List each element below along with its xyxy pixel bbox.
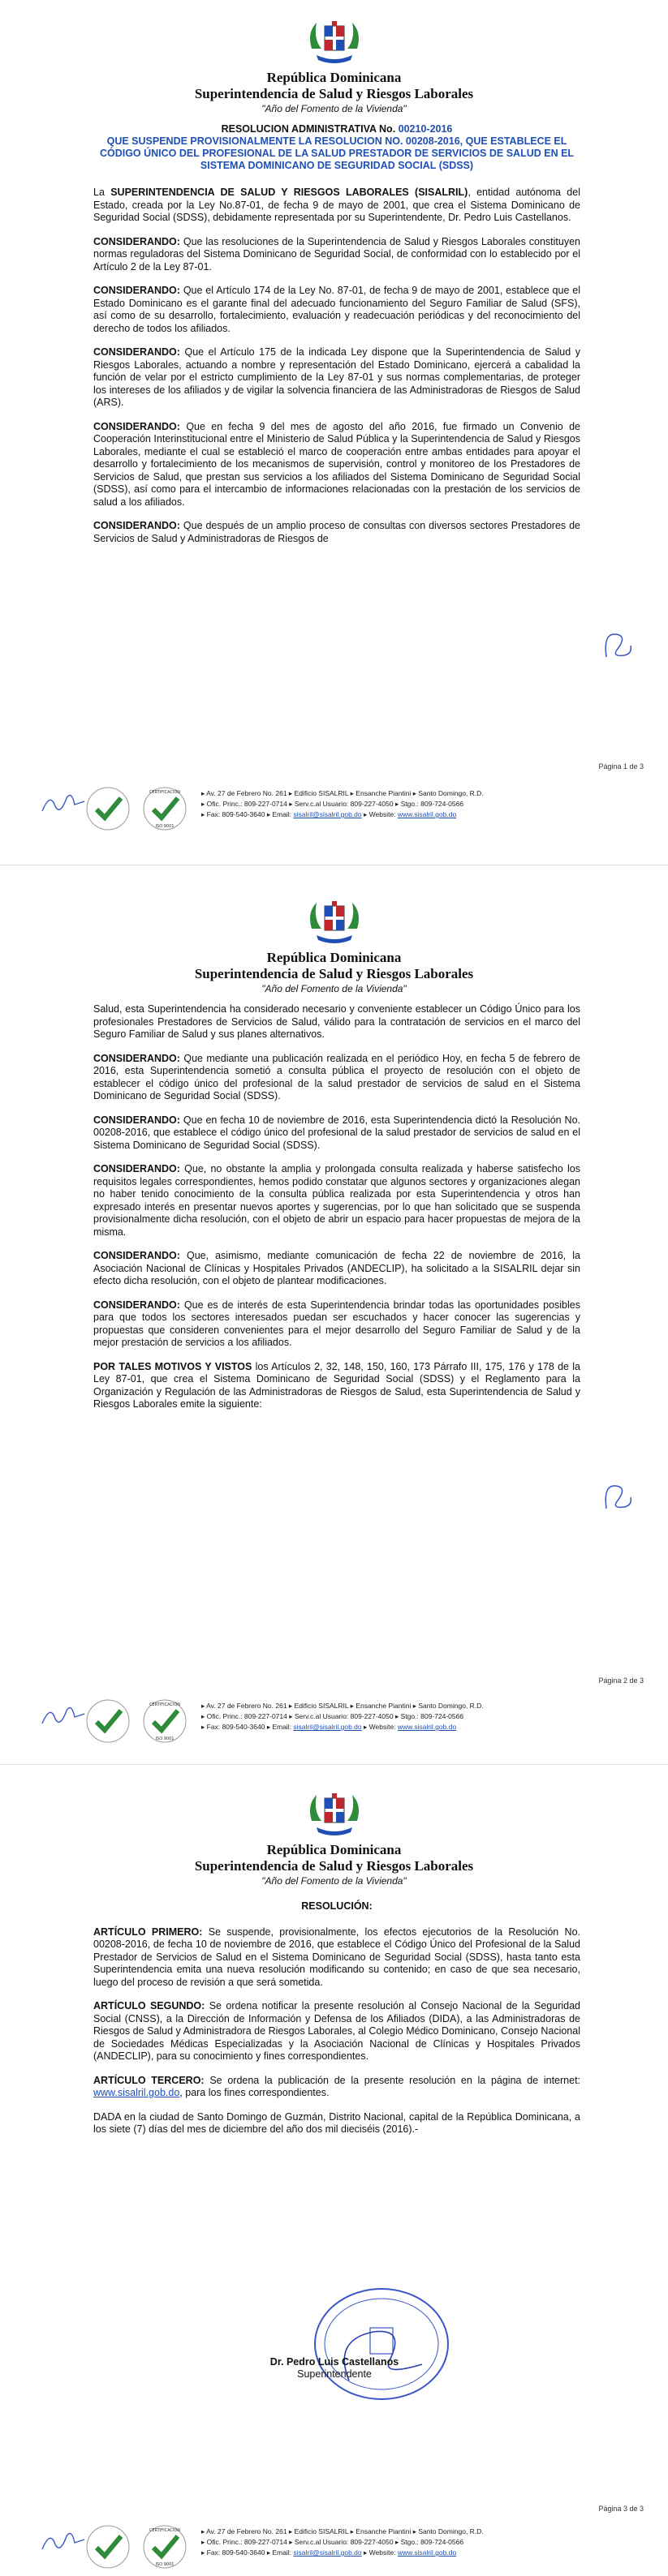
header-motto: "Año del Fomento de la Vivienda" [261,1875,407,1887]
handwritten-initials-icon [39,2525,88,2557]
header-motto: "Año del Fomento de la Vivienda" [261,983,407,994]
resolution-number: 00210-2016 [398,123,453,135]
header-country: República Dominicana [266,70,402,85]
vistos-paragraph: POR TALES MOTIVOS Y VISTOS los Artículos 2, 32, 148, 150, 160, 173 Párrafo III, 175, 176 y 178 de la Ley 87-01, que crea el Sistema Dominicano de Seguridad Social (SDSS) y el Reglamento para la Organización y Regulación de las Administradoras de Riesgos de Salud, esta Superintendencia de Salud y Riesgos Laborales emite la siguiente: [93,1360,581,1410]
resolution-label: RESOLUCIÓN: [301,1900,373,1912]
article-3: ARTÍCULO TERCERO: Se ordena la publicación de la presente resolución en la página de internet: www.sisalril.gob.do, para los fines correspondientes. [93,2074,581,2098]
svg-text:ISO 9001: ISO 9001 [155,2562,175,2567]
resolution-prefix: RESOLUCION ADMINISTRATIVA No. [221,123,396,135]
page-3 [0,1772,668,2576]
considerando-6: CONSIDERANDO: Que mediante una publicación realizada en el periódico Hoy, en fecha 5 de febrero de 2016, esta Superintendencia sometió a consulta pública el proyecto de resolución con el objeto de establecer el código único del profesional de la salud prestador de servicios de salud en el Sistema Dominicano de Seguridad Social (SDSS). [93,1052,580,1101]
page-3-body [93,1892,580,2148]
considerando-1: CONSIDERANDO: Que las resoluciones de la Superintendencia de Salud y Riesgos Laborales constituyen normas reguladoras del Sistema Dominicano de Seguridad Social, de conformidad con lo establecido por el Artículo 2 de la Ley 87-01. [93,235,580,273]
header-agency: Superintendencia de Salud y Riesgos Laborales [194,1858,474,1874]
considerando-4: CONSIDERANDO: Que en fecha 9 del mes de agosto del año 2016, fue firmado un Convenio de Cooperación Interinstitucional entre el Ministerio de Salud Pública y la Superintendencia de Salud y Riesgos Laborales, mediante el cual se estableció el marco de cooperación entre ambas entidades para apoyar el desarrollo y fortalecimiento de los mecanismos de supervisión, control y monitoreo de los Prestadores de Servicios de Salud, que prestan sus servicios a los afiliados del Sistema Dominicano de Seguridad Social (SDSS), así como para el intercambio de informaciones relacionadas con la prestación de los servicios de salud a los afiliados. [93,420,580,508]
considerando-9: CONSIDERANDO: Que, asimismo, mediante comunicación de fecha 22 de noviembre de 2016, la Asociación Nacional de Clínicas y Hospitales Privados (ANDECLIP), ha solicitado a la SISALRIL dejar sin efecto dicha resolución, con el objeto de plantear modificaciones. [93,1250,580,1286]
header-country: República Dominicana [266,950,402,965]
initials-signature-icon [600,1476,637,1517]
svg-text:ISO 9001: ISO 9001 [155,1737,175,1741]
coat-of-arms-icon [305,896,364,948]
official-seal-icon [300,2283,463,2405]
coat-of-arms-icon [305,1788,364,1840]
svg-text:CERTIFICACIÓN: CERTIFICACIÓN [149,2528,181,2533]
header-country: República Dominicana [266,1842,402,1857]
footer-website-link[interactable]: www.sisalril.gob.do [397,810,457,818]
page-number: Página 2 de 3 [598,1677,644,1685]
page-1 [0,0,668,852]
page-1-body [93,123,580,556]
footer-contact: ▸ Av. 27 de Febrero No. 261 ▸ Edificio SISALRIL ▸ Ensanche Piantini ▸ Santo Domingo, R.D. ▸ Ofic. Princ.: 809-227-0714 ▸ Serv.c.al Usuario: 809-227-4050 ▸ Stgo.: 809-724-0566 ▸ Fax: 809-540-3640 ▸ Email: sisalril@sisalril.gob.do ▸ Website: www.sisalril.gob.do [201,2527,484,2557]
page-number: Página 1 de 3 [598,762,644,771]
footer-contact: ▸ Av. 27 de Febrero No. 261 ▸ Edificio SISALRIL ▸ Ensanche Piantini ▸ Santo Domingo, R.D. ▸ Ofic. Princ.: 809-227-0714 ▸ Serv.c.al Usuario: 809-227-4050 ▸ Stgo.: 809-724-0566 ▸ Fax: 809-540-3640 ▸ Email: sisalril@sisalril.gob.do ▸ Website: www.sisalril.gob.do [201,789,484,818]
sisalril-website-link[interactable]: www.sisalril.gob.do [93,2087,180,2098]
letterhead [0,1788,668,1887]
considerando-7: CONSIDERANDO: Que en fecha 10 de noviembre de 2016, esta Superintendencia dictó la Resolución No. 00208-2016, que establece el código único del profesional de la salud prestador de servicios de salud en el Sistema Dominicano de Seguridad Social (SDSS). [93,1114,580,1151]
svg-text:CERTIFICACIÓN: CERTIFICACIÓN [149,790,181,795]
signer-title: Superintendente [297,2368,372,2380]
article-2: ARTÍCULO SEGUNDO: Se ordena notificar la presente resolución al Consejo Nacional de la Seguridad Social (CNSS), a la Dirección de Información y Defensa de los Afiliados (DIDA), a las Administradoras de Riesgos de Salud y Administradora de Riesgos Laborales, al Colegio Médico Dominicano, Consejo Nacional de Sociedades Médicas Especializadas y la Asociación Nacional de Clínicas y Hospitales Privados (ANDECLIP), para su conocimiento y fines correspondientes. [93,2000,581,2062]
footer-email-link[interactable]: sisalril@sisalril.gob.do [293,810,362,818]
svg-text:CERTIFICACIÓN: CERTIFICACIÓN [149,1702,181,1707]
resolution-heading [93,123,580,135]
signature-block [253,2356,416,2381]
footer [0,1691,668,1748]
considerando-8: CONSIDERANDO: Que, no obstante la amplia y prolongada consulta realizada y haberse satisfecho los requisitos legales correspondientes, hemos podido constatar que algunos sectores y organizaciones alegan no haber tenido conocimiento de la consulta pública realizada por esta Superintendencia y otros han expresado interés en presentar nuevos aportes y sugerencias, por lo que han solicitado que se suspenda provisionalmente dicha resolución, con el objeto de abrir un espacio para hacer propuestas de mejora de la misma. [93,1163,580,1238]
page-2 [0,880,668,1760]
page-divider [0,1764,668,1765]
handwritten-initials-icon [39,787,88,819]
signer-name: Dr. Pedro Luis Castellanos [269,2356,399,2368]
footer-website-link[interactable]: www.sisalril.gob.do [397,1723,457,1731]
header-agency: Superintendencia de Salud y Riesgos Laborales [194,966,474,981]
page-number: Página 3 de 3 [598,2505,644,2513]
considerando-3: CONSIDERANDO: Que el Artículo 175 de la indicada Ley dispone que la Superintendencia de Salud y Riesgos Laborales, actuando a nombre y representación del Estado Dominicano, ejercerá a cabalidad la función de velar por el estricto cumplimiento de la Ley 87-01 y sus normas complementarias, de proteger los intereses de los afiliados y de vigilar la solvencia financiera de las Administradoras de Riesgos de Salud (ARS). [93,346,580,408]
header-agency: Superintendencia de Salud y Riesgos Laborales [194,86,474,101]
footer-website-link[interactable]: www.sisalril.gob.do [397,2548,457,2557]
continuation-paragraph: Salud, esta Superintendencia ha considerado necesario y conveniente establecer un Código Único para los profesionales Prestadores de Servicios de Salud, válido para la contratación de servicios en el marco del Seguro Familiar de Salud y sus planes alternativos. [93,1003,580,1040]
letterhead [0,16,668,115]
footer-contact: ▸ Av. 27 de Febrero No. 261 ▸ Edificio SISALRIL ▸ Ensanche Piantini ▸ Santo Domingo, R.D. ▸ Ofic. Princ.: 809-227-0714 ▸ Serv.c.al Usuario: 809-227-4050 ▸ Stgo.: 809-724-0566 ▸ Fax: 809-540-3640 ▸ Email: sisalril@sisalril.gob.do ▸ Website: www.sisalril.gob.do [201,1702,484,1731]
certification-logos [85,1698,191,1745]
handwritten-initials-icon [39,1699,88,1732]
considerando-10: CONSIDERANDO: Que es de interés de esta Superintendencia brindar todas las oportunidades posibles para que todos los sectores interesados puedan ser escuchados y hacer conocer las sugerencias y propuestas que consideren convenientes para el mejor desarrollo del Seguro Familiar de Salud y de la mejor prestación de servicios a los afiliados. [93,1299,580,1348]
considerando-2: CONSIDERANDO: Que el Artículo 174 de la Ley No. 87-01, de fecha 9 de mayo de 2001, establece que el Estado Dominicano es el garante final del adecuado funcionamiento del Seguro Familiar de Salud (SFS), así como de su desarrollo, fortalecimiento, evaluación y readecuación periódicas y del reconocimiento del derecho de todos los afiliados. [93,285,580,334]
considerando-5: CONSIDERANDO: Que después de un amplio proceso de consultas con diversos sectores Prestadores de Servicios de Salud y Administradoras de Riesgos de [93,520,580,544]
dada-paragraph: DADA en la ciudad de Santo Domingo de Guzmán, Distrito Nacional, capital de la República Dominicana, a los siete (7) días del mes de diciembre del año dos mil dieciséis (2016).- [93,2110,580,2135]
footer [0,779,668,835]
footer-email-link[interactable]: sisalril@sisalril.gob.do [293,1723,362,1731]
initials-signature-icon [600,625,637,665]
certification-logos [85,785,191,832]
footer-email-link[interactable]: sisalril@sisalril.gob.do [293,2548,362,2557]
page-2-body [93,1003,580,1423]
header-motto: "Año del Fomento de la Vivienda" [261,103,407,114]
footer [0,2517,668,2574]
article-1: ARTÍCULO PRIMERO: Se suspende, provisionalmente, los efectos ejecutorios de la Resolución No. 00208-2016, de fecha 10 de noviembre de 2016, que establece el Código Único del Profesional de la Salud Prestador de Servicios de Salud en el Sistema Dominicano de Seguridad Social (SDSS), hasta tanto esta Superintendencia emita una nueva resolución modificando su contenido; en caso de que sea necesario, luego del proceso de revisión a que será sometida. [93,1926,580,1988]
certification-logos [85,2523,191,2570]
letterhead [0,896,668,995]
resolution-title: QUE SUSPENDE PROVISIONALMENTE LA RESOLUCION NO. 00208-2016, QUE ESTABLECE EL CÓDIGO ÚNICO DEL PROFESIONAL DE LA SALUD PRESTADOR DE SERVICIOS DE SALUD EN EL SISTEMA DOMINICANO DE SEGURIDAD SOCIAL (SDSS) [99,135,575,171]
svg-text:ISO 9001: ISO 9001 [155,824,175,829]
intro-paragraph: La SUPERINTENDENCIA DE SALUD Y RIESGOS LABORALES (SISALRIL), entidad autónoma del Estado, creada por la Ley No.87-01, de fecha 9 de mayo de 2001, que crea el Sistema Dominicano de Seguridad Social (SDSS), debidamente representada por su Superintendente, Dr. Pedro Luis Castellanos. [93,187,580,223]
coat-of-arms-icon [305,16,364,68]
